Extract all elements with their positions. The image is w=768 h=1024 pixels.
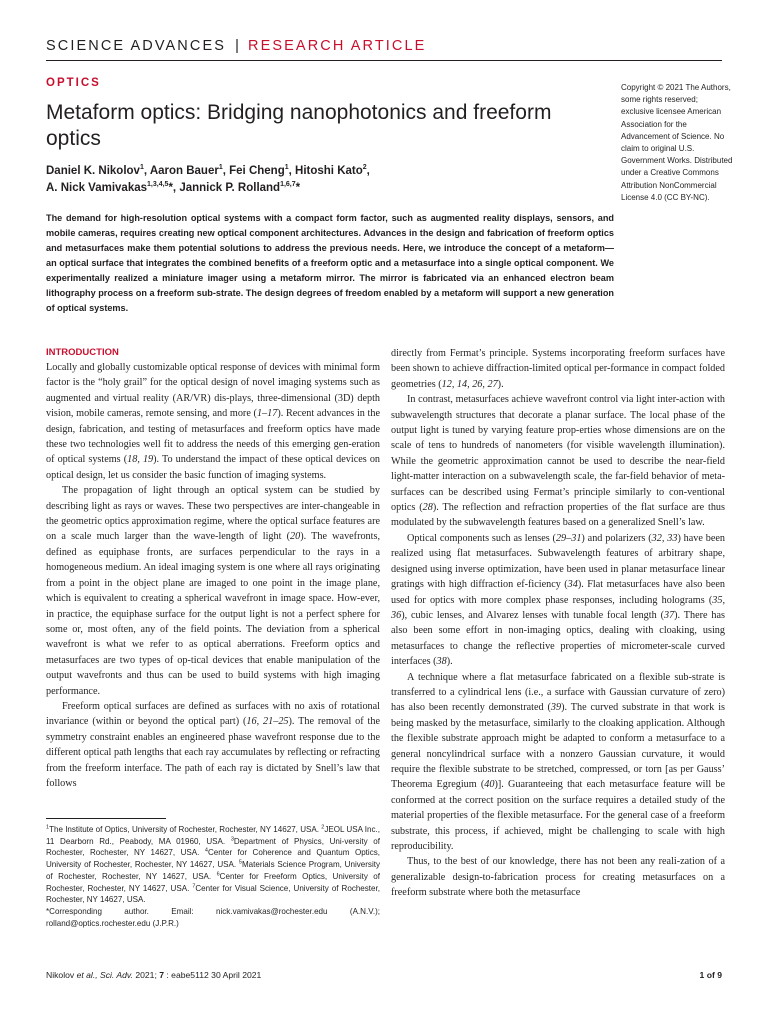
author-name: Aaron Bauer [149,165,219,177]
affiliation-number: 7 [192,882,196,889]
citation-ref: 38 [436,656,447,668]
text-run: ). [446,656,453,668]
author-affiliation: 2 [362,164,367,172]
author-separator: * [295,182,301,194]
citation-ref: 34 [567,579,578,591]
text-run: ) and polarizers ( [581,532,652,544]
text-run: ). The wavefronts, defined as equiphase fronts, are surfaces perpendicular to the rays in a homogeneous medium. An ideal imaging system is one where all rays originating from a point in the object plane are imaged to one point in the image plane, which is equivalent to creating a spherical wavefront in image space. How-ever, in practice, the equiphase surface for the output light is not a perfect sphere for some or, most often, any of the field points. The deviation from a spherical wavefront is what we refer to as optical aberrations. Freeform optics and metasurfaces are two types of op-tical devices that enable manipulation of the output wavefronts and thus can be used to build systems with high imaging performance. [46,531,380,697]
abstract: The demand for high-resolution optical systems with a compact form factor, such as augmented reality displays, sensors, and mobile cameras, requires creating new optical component architectures. Advances in the design and fabrication of freeform optics and metasurfaces make them potential solutions to address the previous needs. Here, we introduce the concept of a metaform—an optical surface that integrates the combined benefits of a freeform optic and a metasurface into a single optical component. We experimentally realized a miniature imager using a metaform mirror. The mirror is fabricated via an enhanced electron beam lithography process on a freeform sub-strate. The design degrees of freedom enabled by a metaform will support a new generation of optical systems. [46,213,614,313]
footnote-text: *Corresponding author. Email: nick.vamivakas@rochester.edu (A.N.V.); rolland@optics.rochester.edu (J.P.R.) [46,906,380,928]
text-run: ). Flat metasurfaces have also been used for optics with more complex phase responses, including holograms ( [391,579,725,606]
author-name: A. Nick Vamivakas [46,182,148,194]
body-paragraph [46,699,380,791]
section-label: OPTICS [46,77,101,89]
author-name: Jannick P. Rolland [179,182,281,194]
author-affiliation: 1 [218,164,223,172]
author-name: Daniel K. Nikolov [46,165,140,177]
footer-etal: et al. [76,970,96,980]
footer-citation [46,970,261,980]
affiliations-footnote [46,824,380,906]
footer-article-id-date: : eabe5112 30 April 2021 [164,970,262,980]
left-paragraphs [46,360,380,791]
journal-header [46,38,426,54]
citation-ref: 40 [484,779,495,791]
author-affiliation: 1,6,7 [280,181,296,189]
text-run: ). The removal of the symmetry constraint enables an engineered phase wavefront response due to the different optical path lengths that each ray accumulates by reflecting or refracting from the freeform interface. The path of each ray is dictated by Snell’s law that follows [46,716,381,789]
footnote-rule [46,818,166,819]
author-affiliation: 1 [139,164,144,172]
article-type: RESEARCH ARTICLE [248,38,427,54]
footnote-text: The Institute of Optics, University of Rochester, Rochester, NY 14627, USA. [49,825,322,834]
text-run: Freeform optical surfaces are defined as surfaces with no axis of rotational invariance (within or beyond the optical part) ( [46,700,380,728]
text-run: directly from Fermat’s principle. Systems incorporating freeform surfaces have been shown to achieve diffraction-limited optical per-formance in compact folded geometries ( [391,348,725,390]
footnote-text: Center for Visual Science, University of Rochester, Rochester, NY 14627, USA. [46,883,380,905]
article-title: Metaform optics: Bridging nanophotonics and freeform optics [46,101,552,150]
citation-ref: 12, 14, 26, 27 [441,378,498,390]
text-run: In contrast, metasurfaces achieve wavefront control via light inter-action with subwavelength structures that decorate a planar surface. The local phase of the output light is tuned by varying feature prop-erties whose dimensions are on the scale of tens to hundreds of nanometers (for visible wavelength illumination). While the geometric approximation cannot be used to describe the near-field light-matter interaction on a subwavelength scale, the far-field behavior of meta-surfaces can be described using Fermat’s principle similarly to con-ventional optics ( [391,394,725,514]
section-heading-introduction: INTRODUCTION [46,347,119,358]
right-paragraphs [391,346,725,901]
text-run: ). To understand the impact of these optical devices on optical design, let us consider the basic function of imaging systems. [46,454,381,481]
body-paragraph [391,854,725,900]
author-affiliation: 1,3,4,5 [147,181,169,189]
text-run: ), cubic lenses, and Alvarez lenses with tunable focal length ( [401,609,664,621]
citation-ref: 35, 36 [391,594,725,621]
affiliation-number: 6 [216,871,220,878]
author-separator: , [288,165,296,177]
text-run: ) have been realized using flat metasurfaces. Subwavelength features of arbitrary shape, designed using inverse optimization, have been used in planar metasurface linear gratings with high diffraction ef-ficiency ( [391,532,726,591]
affiliation-number: 1 [46,824,50,831]
corresponding-author-footnote [46,906,380,929]
footnote-text: Center for Freeform Optics, University of Rochester, Rochester, NY 14627, USA. [46,871,381,893]
text-run: The propagation of light through an optical system can be studied by describing light as rays or waves. These two perspectives are inter-changeable in the geometric optics approximation regime, where the optical surface features are on a scale much larger than the wave-length of light ( [46,485,380,543]
citation-ref: 37 [663,609,675,621]
footnote-text: Department of Physics, Uni-versity of Rochester, Rochester, NY 14627, USA. [46,836,380,858]
copyright-notice: Copyright © 2021 The Authors, some rights reserved; exclusive licensee American Association for the Advancement of Science. No claim to original U.S. Government Works. Distributed under a Creative Commons Attribution NonCommercial License 4.0 (CC BY-NC). [621,83,733,202]
author-name: Fei Cheng [229,165,285,177]
author-name: Hitoshi Kato [295,165,363,177]
footer-journal: , Sci. Adv. [95,970,133,980]
author-separator: , [143,165,150,177]
footnote-text: Center for Coherence and Quantum Optics, University of Rochester, Rochester, NY 14627, USA. [46,848,380,870]
header-rule [46,60,722,61]
body-column-right [391,346,725,901]
page-number: 1 of 9 [699,970,722,980]
text-run: ). [497,378,504,390]
text-run: )]. Guaranteeing that each metasurface feature will be conformed at the correct position on the surface requires a detailed study of the material properties of the flexible metasurface. For the general case of a freeform substrate, this process, if achieved, might be challenging to scale with high reproducibility. [391,779,725,852]
citation-ref: 18, 19 [127,454,154,466]
affiliation-number: 5 [238,859,242,866]
author-separator: , [366,165,370,177]
body-paragraph [391,392,725,531]
citation-ref: 39 [550,702,562,714]
text-run: ). Recent advances in the design, fabrication, and testing of metasurfaces and freeform optics have made these two technologies well fit to address the needs of this emerging gen-eration of optical systems ( [46,408,381,466]
footnotes [46,824,380,929]
text-run: ). The reflection and refraction properties of the flat surface are thus modulated by the subwavelength features based on a generalized Snell’s law. [391,502,725,529]
author-separator: , [222,165,230,177]
affiliation-number: 2 [321,824,325,831]
author-separator: *, [168,182,180,194]
text-run: A technique where a flat metasurface fabricated on a flexible sub-strate is transferred to a cylindrical lens (i.e., a surface with Gaussian curvature of zero) has also been recently demonstrated ( [391,671,725,714]
text-run: ). There has also been some effort in non-imaging optics, dealing with cloaking, using metasurfaces to change the reflective properties of micrometer-scale curved interfaces ( [391,609,725,668]
affiliation-number: 3 [230,836,234,843]
citation-ref: 16, 21–25 [246,716,289,728]
body-column-left [46,346,380,791]
text-run: ). The curved substrate in that work is being masked by the metasurface, similarly to the cloaking application. Although the flexible substrate approach might be adapted to conform a metasurface to a general noncylindrical surface with a nonzero Gaussian curvature, it would require the flexible substrate to be stretched, compressed, or torn [as per Gauss’ Theorema Egregium ( [391,702,725,791]
footer-authors: Nikolov [46,970,77,980]
header-separator: | [235,38,239,54]
body-paragraph [391,531,725,670]
text-run: Thus, to the best of our knowledge, there has not been any reali-zation of a generalizable design-to-fabrication process for creating metasurfaces on a freeform substrate where both the metasurface [391,856,725,899]
author-affiliation: 1 [284,164,289,172]
affiliation-number: 4 [204,847,208,854]
citation-ref: 29–31 [555,532,582,544]
body-paragraph [46,483,380,699]
text-run: Locally and globally customizable optical response of devices with minimal form factor is the “holy grail” for the optical design of novel imaging systems such as augmented and virtual reality (AR/VR) dis-plays, three-dimensional (3D) depth vision, mobile cameras, remote sensing, and more ( [46,362,380,420]
footnote-text: JEOL USA Inc., 11 Dearborn Rd., Peabody, MA 01960, USA. [46,825,380,846]
body-paragraph [391,670,725,855]
journal-name: SCIENCE ADVANCES [46,38,226,54]
citation-ref: 1–17 [256,408,278,420]
body-paragraph [391,346,725,392]
footer-year: 2021; [132,970,160,980]
author-list [46,163,566,197]
footnote-text: Materials Science Program, University of Rochester, Rochester, NY 14627, USA. [46,860,380,881]
citation-ref: 28 [422,502,433,514]
body-paragraph [46,360,380,483]
citation-ref: 32, 33 [651,532,678,544]
text-run: Optical components such as lenses ( [407,532,556,544]
footer-volume: 7 [159,970,165,980]
citation-ref: 20 [290,531,301,543]
